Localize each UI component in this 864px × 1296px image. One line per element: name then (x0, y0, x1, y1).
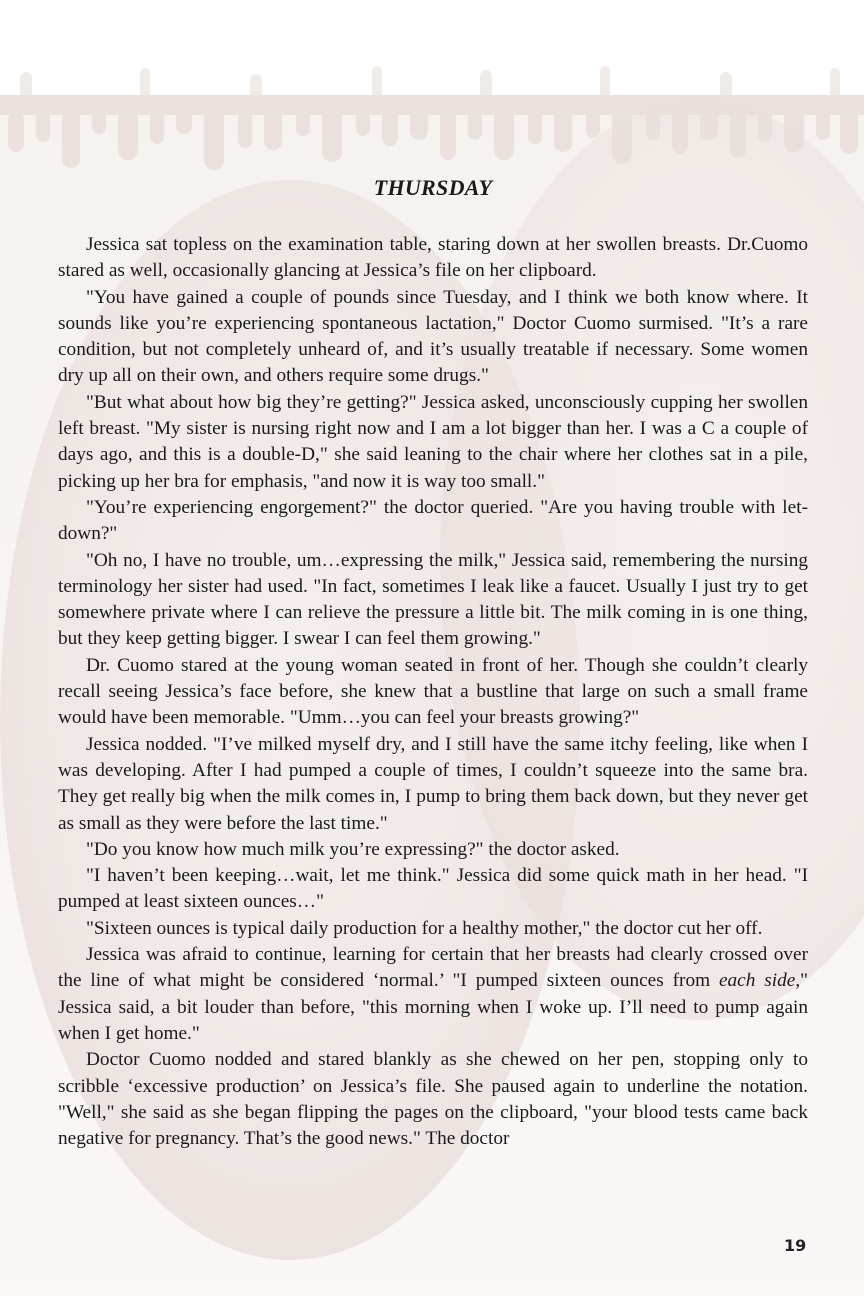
paragraph: Doctor Cuomo nodded and stared blankly as she chewed on her pen, stopping only to scribble ‘excessive production’ on Jessica’s file. She paused again to underline the notation. "Well," she said as she began flipping the pages on the clipboard, "your blood tests came back negative for pregnancy. That’s the good news." The doctor (58, 1049, 808, 1150)
emphasis: each side (718, 970, 796, 992)
paragraph: Dr. Cuomo stared at the young woman seated in front of her. Though she couldn’t clearly recall seeing Jessica’s face before, she knew that a bustline that large on such a small frame would have been memorable. "Umm…you can feel your breasts growing?" (58, 654, 808, 729)
paragraph: "You have gained a couple of pounds since Tuesday, and I think we both know where. It sounds like you’re experiencing spontaneous lactation," Doctor Cuomo surmised. "It’s a rare condition, but not completely unheard of, and it’s usually treatable if necessary. Some women dry up all on their own, and others require some drugs." (58, 286, 808, 387)
body-text (58, 232, 808, 1152)
paragraph: "I haven’t been keeping…wait, let me think." Jessica did some quick math in her head. "I pumped at least sixteen ounces…" (58, 865, 808, 913)
chapter-title: THURSDAY (373, 175, 493, 200)
paragraph: "Do you know how much milk you’re expressing?" the doctor asked. (86, 838, 620, 860)
paragraph: Jessica nodded. "I’ve milked myself dry, and I still have the same itchy feeling, like when I was developing. After I had pumped a couple of times, I couldn’t squeeze into the same bra. They get really big when the milk comes in, I pump to bring them back down, but they never get as small as they were before the last time." (58, 733, 808, 834)
paragraph: Jessica sat topless on the examination table, staring down at her swollen breasts. Dr.Cuomo stared as well, occasionally glancing at Jessica’s file on her clipboard. (58, 234, 808, 282)
page-number: 19 (784, 1236, 807, 1255)
paragraph: "You’re experiencing engorgement?" the doctor queried. "Are you having trouble with let-down?" (58, 496, 808, 545)
paragraph: Jessica was afraid to continue, learning for certain that her breasts had clearly crossed over the line of what might be considered ‘normal.’ "I pumped sixteen ounces from each side," Jessica said, a bit louder than before, "this morning when I woke up. I’ll need to pump again when I get home." (58, 944, 809, 1044)
paragraph: "Oh no, I have no trouble, um…expressing the milk," Jessica said, remembering the nursing terminology her sister had used. "In fact, sometimes I leak like a faucet. Usually I just try to get somewhere private where I can relieve the pressure a little bit. The milk coming in is one thing, but they keep getting bigger. I swear I can feel them growing." (58, 549, 808, 650)
paragraph: "But what about how big they’re getting?" Jessica asked, unconsciously cupping her swollen left breast. "My sister is nursing right now and I am a lot bigger than her. I was a C a couple of days ago, and this is a double-D," she said leaning to the chair where her clothes sat in a pile, picking up her bra for emphasis, "and now it is way too small." (58, 391, 808, 492)
paragraph: "Sixteen ounces is typical daily production for a healthy mother," the doctor cut her off. (86, 917, 763, 939)
